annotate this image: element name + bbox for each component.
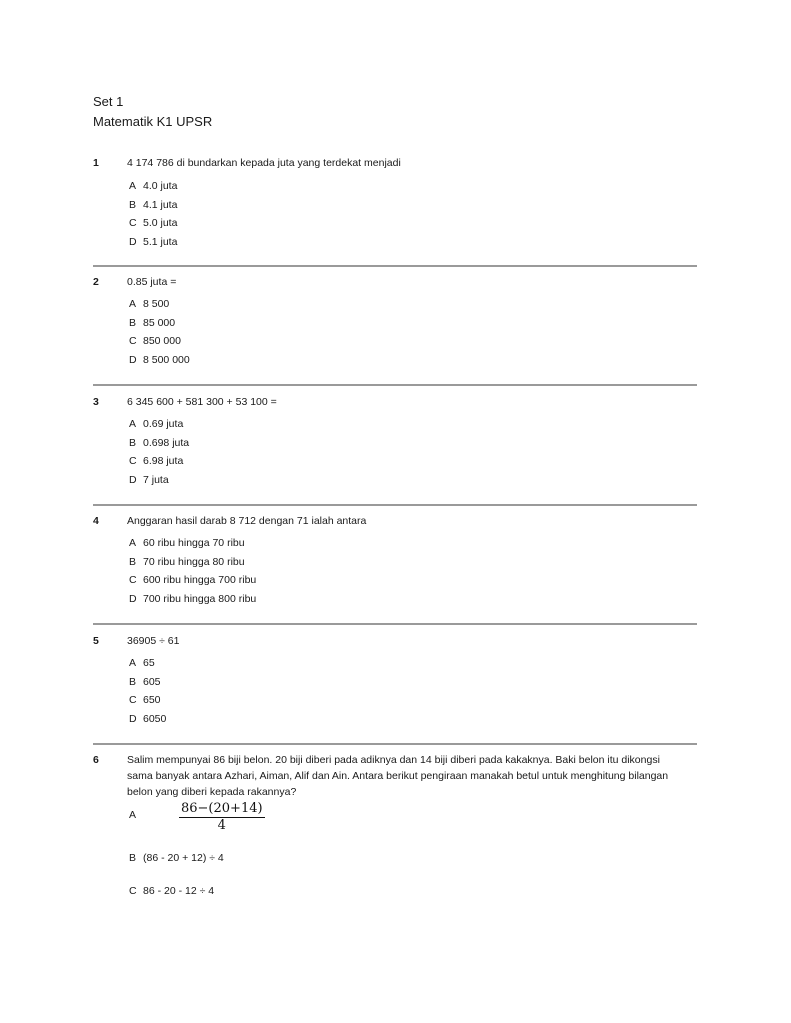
question-text: Anggaran hasil darab 8 712 dengan 71 ialah antara [127, 515, 367, 527]
option-b[interactable]: B 85 000 [129, 316, 176, 329]
option-b[interactable]: B 4.1 juta [129, 198, 178, 211]
question-text: Salim mempunyai 86 biji belon. 20 biji diberi pada adiknya dan 14 biji diberi pada kakaknya. Baki belon itu dikongsi sama banyak antara Azhari, Aiman, Alif dan Ain. Antara berikut pengiraan manakah betul untuk menghitung bilangan belon yang diberi kepada rakannya? [127, 754, 669, 798]
option-a[interactable]: A 4.0 juta [129, 180, 178, 192]
question-text: 36905 ÷ 61 [127, 635, 180, 647]
option-c[interactable]: C 86 - 20 - 12 ÷ 4 [129, 885, 215, 897]
worksheet-header [93, 92, 212, 132]
option-b[interactable]: B 605 [129, 675, 161, 688]
question-number: 2 [93, 276, 99, 288]
question-number: 1 [93, 157, 99, 169]
question-divider [93, 504, 697, 506]
option-list [129, 654, 166, 729]
option-c[interactable]: C 6.98 juta [129, 455, 184, 468]
option-c[interactable]: C 650 [129, 694, 161, 707]
option-b[interactable]: B (86 - 20 + 12) ÷ 4 [129, 852, 224, 864]
question-text: 6 345 600 + 581 300 + 53 100 = [127, 396, 277, 408]
question-divider [93, 384, 697, 386]
question-number: 6 [93, 754, 99, 766]
option-a[interactable]: A 0.69 juta [129, 418, 184, 430]
fraction-expression [179, 801, 265, 833]
set-title: Set 1 [93, 94, 124, 109]
fraction-denominator: 4 [217, 818, 226, 833]
option-d[interactable]: D 6050 [129, 713, 167, 726]
option-d[interactable]: D 5.1 juta [129, 236, 178, 249]
question-text: 0.85 juta = [127, 276, 177, 288]
question-divider [93, 265, 697, 267]
option-list [129, 415, 189, 490]
question-number: 4 [93, 515, 99, 527]
question-number: 5 [93, 635, 99, 647]
option-a[interactable]: A 8 500 [129, 298, 170, 310]
question-divider [93, 743, 697, 745]
option-c[interactable]: C 850 000 [129, 335, 181, 348]
question-number: 3 [93, 396, 99, 408]
option-a[interactable]: A $\frac{86-(20+14)}{4}$ [129, 801, 263, 833]
question-divider [93, 623, 697, 625]
option-b[interactable]: B 0.698 juta [129, 436, 190, 449]
fraction-numerator: 86−(20+14) [181, 801, 263, 816]
option-c[interactable]: C 5.0 juta [129, 217, 178, 230]
option-d[interactable]: D 700 ribu hingga 800 ribu [129, 593, 257, 606]
subject-title: Matematik K1 UPSR [93, 114, 213, 129]
option-c[interactable]: C 600 ribu hingga 700 ribu [129, 574, 257, 587]
option-b[interactable]: B 70 ribu hingga 80 ribu [129, 555, 245, 568]
option-a[interactable]: A 65 [129, 657, 155, 669]
option-a[interactable]: A 60 ribu hingga 70 ribu [129, 537, 245, 549]
option-list [129, 534, 256, 609]
option-d[interactable]: D 7 juta [129, 474, 169, 487]
option-d[interactable]: D 8 500 000 [129, 354, 190, 367]
option-list [129, 295, 190, 370]
option-list [129, 177, 177, 252]
question-text: 4 174 786 di bundarkan kepada juta yang terdekat menjadi [127, 157, 401, 169]
